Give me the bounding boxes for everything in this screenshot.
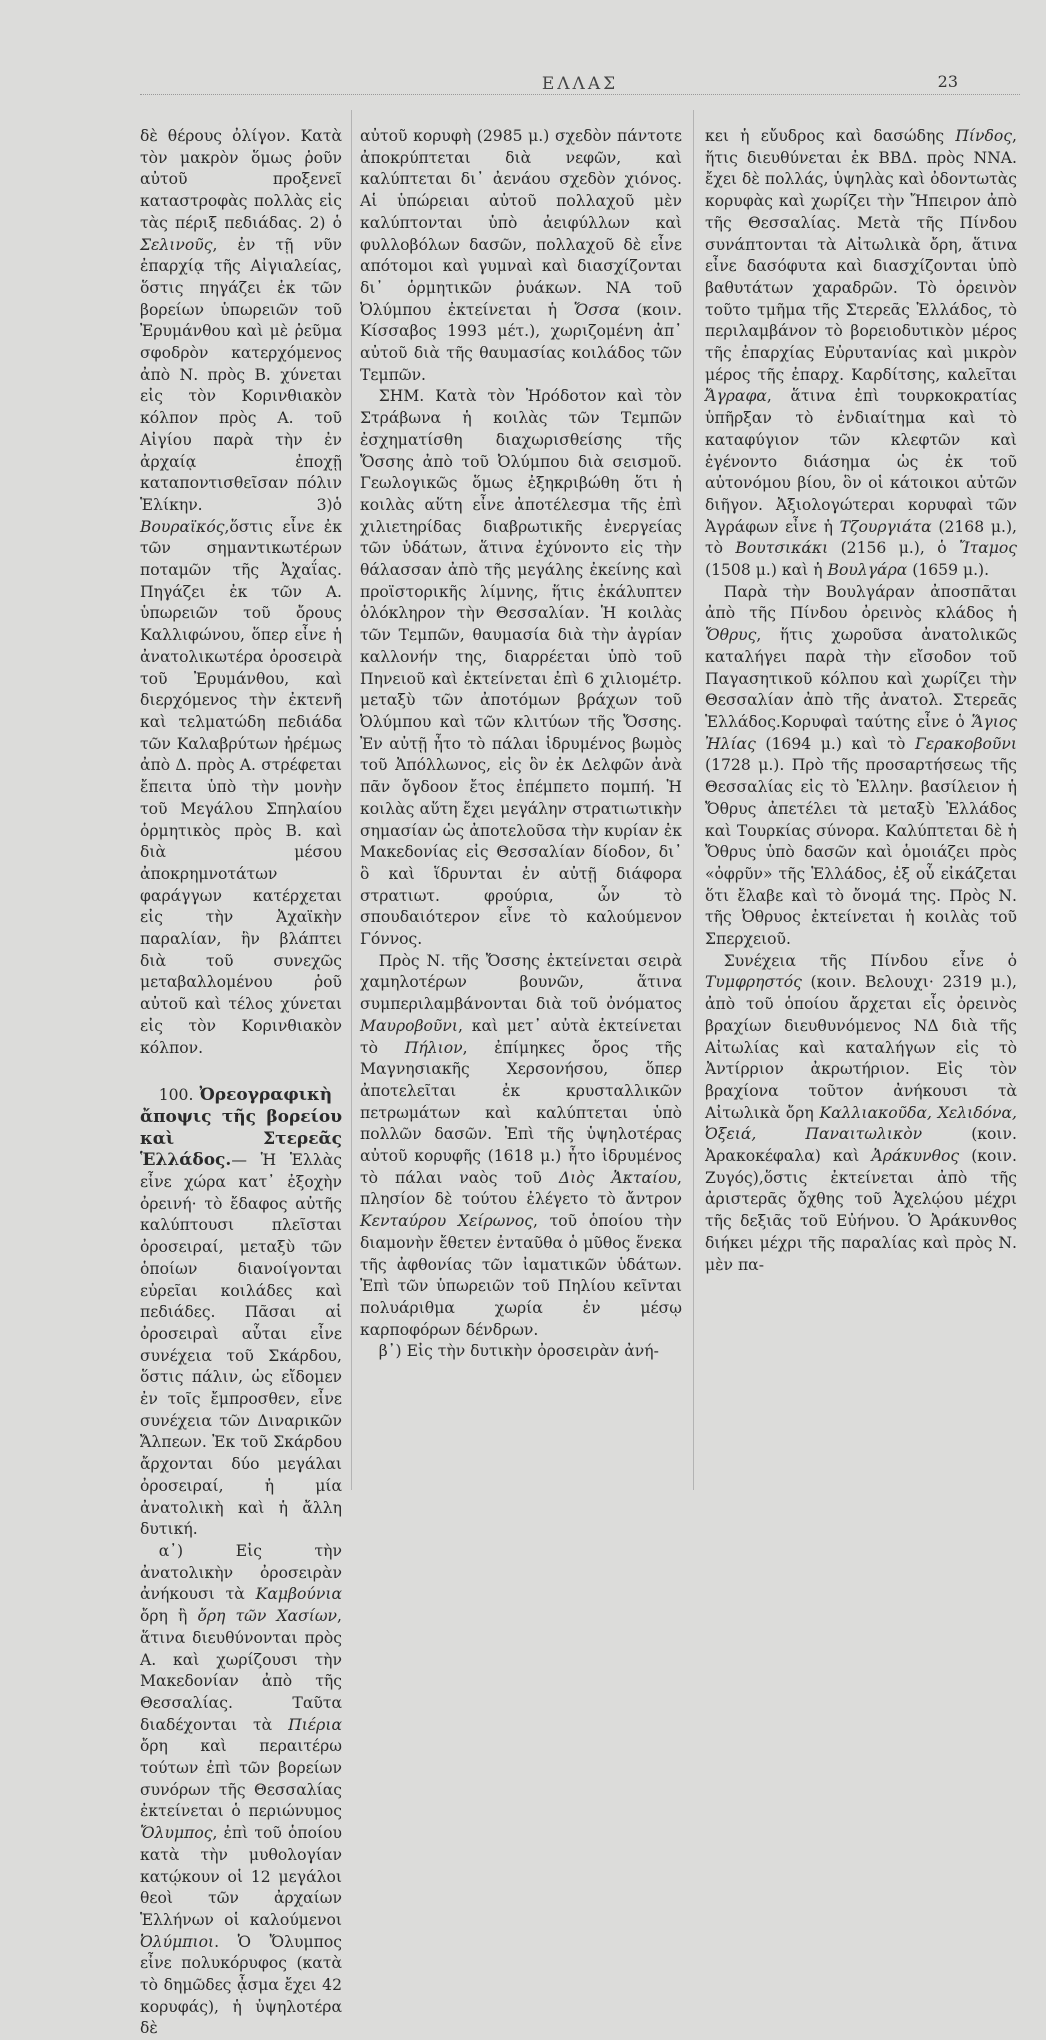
text-column-3 xyxy=(705,126,1017,1486)
paragraph xyxy=(705,951,1017,1277)
column-rule xyxy=(693,110,694,1490)
italic-term: Βουλγάρα xyxy=(827,561,908,580)
paragraph xyxy=(140,1085,342,1541)
text-run: ,ὅστις εἶνε ἐκ τῶν σημαντικωτέρων ποταμῶν τῆς Ἀχαΐας. Πηγάζει ἐκ τῶν Α. ὑπωρειῶν τοῦ ὄρους Καλλιφώνου, ὅπερ εἶνε ἡ ἀνατολικωτέρα ὀροσειρὰ τοῦ Ἐρυμάνθου, καὶ διερχόμενος τὴν ἐκτενῆ καὶ τελματώδη πεδιάδα τῶν Καλαβρύτων ἠρέμως ἀπὸ Δ. πρὸς Α. στρέφεται ἔπειτα ὑπὸ τὴν μονὴν τοῦ Μεγάλου Σπηλαίου ὁρμητικὸς πρὸς Β. καὶ διὰ μέσου ἀποκρημνοτάτων φαράγγων κατέρχεται εἰς τὴν Ἀχαϊκὴν παραλίαν, ἣν βλάπτει διὰ τοῦ συνεχῶς μεταβαλλομένου ῥοῦ αὐτοῦ καὶ τέλος χύνεται εἰς τὸν Κορινθιακὸν κόλπον. xyxy=(140,517,342,1057)
page-header xyxy=(140,70,1020,100)
section-heading: Ὀρεογραφικὴ ἄποψις τῆς βορείου καὶ Στερεᾶς Ἑλλάδος. xyxy=(140,1085,342,1171)
text-column-2 xyxy=(360,126,682,1486)
italic-term: Πιέρια xyxy=(288,1715,342,1734)
text-run: (1508 μ.) καὶ ἡ xyxy=(705,561,828,580)
italic-term: Πίνδος xyxy=(955,127,1013,145)
italic-term: Καλλιακοῦδα, Χελιδόνα, Ὀξειά, Παναιτωλικὸν xyxy=(705,1103,1017,1144)
italic-term: Ὀλύμπιοι xyxy=(140,1932,215,1951)
text-run: Παρὰ τὴν Βουλγάραν ἀποσπᾶται ἀπὸ τῆς Πίνδου ὀρεινὸς κλάδος ἡ xyxy=(705,582,1017,623)
text-run: β᾽) Εἰς τὴν δυτικὴν ὀροσειρὰν ἀνή- xyxy=(378,1342,659,1361)
text-run: , ἥτις διευθύνεται ἐκ ΒΒΔ. πρὸς ΝΝΑ. ἔχει δὲ πολλάς, ὑψηλὰς καὶ ὀδοντωτὰς κορυφὰς καὶ χωρίζει τὴν Ἤπειρον ἀπὸ τῆς Θεσσαλίας. Μετὰ τῆς Πίνδου συνάπτονται τὰ Αἰτωλικὰ ὄρη, ἅτινα εἶνε δασόφυτα καὶ διασχίζονται ὑπὸ βαθυτάτων χαραδρῶν. Τὸ ὀρεινὸν τοῦτο τμῆμα τῆς Στερεᾶς Ἑλλάδος, τὸ περιλαμβάνον τὸ βορειοδυτικὸν μέρος τῆς ἐπαρχίας Εὐρυτανίας καὶ μικρὸν μέρος τῆς ἐπαρχ. Καρδίτσης, καλεῖται xyxy=(705,127,1017,384)
italic-term: Ἀράκυνθος xyxy=(871,1147,960,1166)
italic-term: Καμβούνια xyxy=(255,1585,342,1604)
text-run: , ἐπὶ τοῦ ὁποίου κατὰ τὴν μυθολογίαν κατῴκουν οἱ 12 μεγάλοι θεοὶ τῶν ἀρχαίων Ἑλλήνων οἱ καλούμενοι xyxy=(140,1824,342,1929)
page-number: 23 xyxy=(937,72,958,91)
italic-term: ὄρη τῶν Χασίων xyxy=(197,1607,338,1626)
paragraph xyxy=(705,126,1017,582)
paragraph xyxy=(140,1541,342,2040)
text-run: αὐτοῦ κορυφὴ (2985 μ.) σχεδὸν πάντοτε ἀποκρύπτεται διὰ νεφῶν, καὶ καλύπτεται δι᾽ ἀενάου σχεδὸν χιόνος. Αἱ ὑπώρειαι αὐτοῦ πολλαχοῦ μὲν καλύπτονται ὑπὸ ἀειφύλλων καὶ φυλλοβόλων δασῶν, πολλαχοῦ δὲ εἶνε απότομοι καὶ γυμναὶ καὶ διασχίζονται δι᾽ ὁρμητικῶν ῥυάκων. ΝΑ τοῦ Ὀλύμπου ἐκτείνεται ἡ xyxy=(360,127,682,319)
italic-term: Μαυροβοῦνι xyxy=(360,1016,459,1035)
text-run: Πρὸς Ν. τῆς Ὄσσης ἐκτείνεται σειρὰ χαμηλοτέρων βουνῶν, ἅτινα συμπεριλαμβάνονται διὰ τοῦ ὀνόματος xyxy=(360,951,682,1014)
paragraph xyxy=(360,386,682,950)
text-run: (κοιν. Κίσσαβος 1993 μέτ.), χωριζομένη ἀπ᾽ αὐτοῦ διὰ τῆς θαυμασίας κοιλάδος τῶν Τεμπῶν. xyxy=(360,300,682,384)
text-run: κει ἡ εὔυδρος καὶ δασώδης xyxy=(705,127,956,145)
text-run: (1659 μ.). xyxy=(907,561,990,580)
text-run: , ἐπίμηκες ὄρος τῆς Μαγνησιακῆς Χερσονήσου, ὅπερ ἀποτελεῖται ἐκ κρυσταλλικῶν πετρωμάτων καὶ καλύπτεται ὑπὸ πολλῶν δασῶν. Ἐπὶ τῆς ὑψηλοτέρας αὐτοῦ κορυφῆς (1618 μ.) ἦτο ἱδρυμένος τὸ πάλαι ναὸς τοῦ xyxy=(360,1038,682,1187)
text-run: Συνέχεια τῆς Πίνδου εἶνε ὁ xyxy=(723,951,1017,970)
italic-term: Ἄγραφα xyxy=(705,387,767,406)
paragraph xyxy=(705,582,1017,951)
text-run: (κοιν. Βελουχι· 2319 μ.), ἀπὸ τοῦ ὁποίου ἄρχεται εἷς ὀρεινὸς βραχίων διευθυνόμενος ΝΔ διὰ τῆς Αἰτωλίας καὶ καταλήγων εἰς τὸ Ἀντίρριον ἀκρωτήριον. Εἰς τὸν βραχίονα τοῦτον ἀνήκουσι τὰ Αἰτωλικὰ ὄρη xyxy=(705,973,1017,1122)
italic-term: Γερακοβοῦνι xyxy=(915,734,1017,753)
text-run: α᾽) Εἰς τὴν ἀνατολικὴν ὀροσειρὰν ἀνήκουσι τὰ xyxy=(140,1542,342,1604)
italic-term: Βουτσικάκι xyxy=(735,539,829,558)
text-run: , πλησίον δὲ τούτου ἐλέγετο τὸ ἄντρον xyxy=(360,1168,682,1209)
text-run: (2168 μ.), τὸ xyxy=(705,517,1017,558)
text-run: (1694 μ.) καὶ τὸ xyxy=(755,734,916,753)
italic-term: Πήλιον xyxy=(404,1038,463,1057)
text-run: δὲ θέρους ὀλίγον. Κατὰ τὸν μακρὸν ὅμως ῥοῦν αὐτοῦ προξενεῖ καταστροφὰς πολλὰς εἰς τὰς πέριξ πεδιάδας. 2) ὁ xyxy=(140,127,342,232)
text-run: (1728 μ.). Πρὸ τῆς προσαρτήσεως τῆς Θεσσαλίας εἰς τὸ Ἑλλην. βασίλειον ἡ Ὄθρυς ἀπετέλει τὰ μεταξὺ Ἑλλάδος καὶ Τουρκίας σύνορα. Καλύπτεται δὲ ἡ Ὄθρυς ὑπὸ δασῶν καὶ ὁμοιάζει πρὸς «ὀφρῦν» τῆς Ἑλλάδος, ἐξ οὗ εἰκάζεται ὅτι ἔλαβε καὶ τὸ ὄνομά της. Πρὸς Ν. τῆς Ὀθρυος ἐκτείνεται ἡ κοιλὰς τοῦ Σπερχειοῦ. xyxy=(705,756,1017,949)
paragraph xyxy=(140,126,342,1059)
text-run: , καὶ μετ᾽ αὐτὰ ἐκτείνεται τὸ xyxy=(360,1016,682,1057)
text-run: ὄρη καὶ περαιτέρω τούτων ἐπὶ τῶν βορείων συνόρων τῆς Θεσσαλίας ἐκτείνεται ὁ περιώνυμος xyxy=(140,1737,342,1821)
italic-term: Διὸς Ἀκταίου xyxy=(558,1168,678,1187)
text-run: . Ὁ Ὄλυμπος εἶνε πολυκόρυφος (κατὰ τὸ δημῶδες ᾆσμα ἔχει 42 κορυφάς), ἡ ὑψηλοτέρα δὲ xyxy=(140,1932,342,2038)
text-run: , ἥτις χωροῦσα ἀνατολικῶς καταλήγει παρὰ τὴν εἴσοδον τοῦ Παγασητικοῦ κόλπου καὶ χωρίζει τὴν Θεσσαλίαν ἀπὸ τῆς ἀνατολ. Στερεᾶς Ἑλλάδος.Κορυφαὶ ταύτης εἶνε ὁ xyxy=(705,626,1017,731)
italic-term: Σελινοῦς xyxy=(140,235,213,254)
text-run: — Ἡ Ἑλλὰς εἶνε χώρα κατ᾽ ἐξοχὴν ὀρεινή· τὸ ἔδαφος αὐτῆς καλύπτουσι πλεῖσται ὀροσειραί, μεταξὺ τῶν ὁποίων διανοίγονται εὐρεῖαι κοιλάδες καὶ πεδιάδες. Πᾶσαι αἱ ὀροσειραὶ αὗται εἶνε συνέχεια τοῦ Σκάρδου, ὅστις πάλιν, ὡς εἴδομεν ἐν τοῖς ἔμπροσθεν, εἶνε συνέχεια τῶν Διναρικῶν Ἄλπεων. Ἐκ τοῦ Σκάρδου ἄρχονται δύο μεγάλαι ὀροσειραί, ἡ μία ἀνατολικὴ καὶ ἡ ἄλλη δυτική. xyxy=(140,1151,342,1539)
text-run: , ἐν τῇ νῦν ἐπαρχίᾳ τῆς Αἰγιαλείας, ὅστις πηγάζει ἐκ τῶν βορείων ὑπωρειῶν τοῦ Ἐρυμάνθου καὶ μὲ ῥεῦμα σφοδρὸν κατερχόμενος ἀπὸ Ν. πρὸς Β. χύνεται εἰς τὸν Κορινθιακὸν κόλπον πρὸς Α. τοῦ Αἰγίου παρὰ τὴν ἐν ἀρχαίᾳ ἐποχῇ καταποντισθεῖσαν πόλιν Ἑλίκην. 3)ὁ xyxy=(140,235,342,514)
italic-term: Κενταύρου Χείρωνος xyxy=(360,1212,533,1231)
italic-term: Ὄλυμπος xyxy=(140,1824,213,1843)
paragraph xyxy=(360,1341,682,1363)
text-run: ΣΗΜ. Κατὰ τὸν Ἡρόδοτον καὶ τὸν Στράβωνα ἡ κοιλὰς τῶν Τεμπῶν ἐσχηματίσθη διαχωρισθείσης τῆς Ὄσσης ἀπὸ τοῦ Ὀλύμπου διὰ σεισμοῦ. Γεωλογικῶς ὅμως ἐξηκριβώθη ὅτι ἡ κοιλὰς αὕτη εἶνε ἀποτέλεσμα τῆς ἐπὶ χιλιετηρίδας διαβρωτικῆς ἐνεργείας τῶν ὑδάτων, ἅτινα ἐχύνοντο εἰς τὴν θάλασσαν ἀπὸ τῆς μεγάλης ἐκείνης καὶ προϊστορικῆς λίμνης, ἥτις ἐκάλυπτεν ὁλόκληρον τὴν Θεσσαλίαν. Ἡ κοιλὰς τῶν Τεμπῶν, θαυμασία διὰ τὴν ἀγρίαν καλλονήν της, διαρρέεται ὑπὸ τοῦ Πηνειοῦ καὶ ἐκτείνεται ἐπὶ 6 χιλιομέτρ. μεταξὺ τῶν ἀποτόμων βράχων τοῦ Ὀλύμπου καὶ τῶν κλιτύων τῆς Ὄσσης. Ἐν αὐτῇ ἦτο τὸ πάλαι ἱδρυμένος βωμὸς τοῦ Ἀπόλλωνος, εἰς ὃν ἐκ Δελφῶν ἀνὰ πᾶν ὄγδοον ἔτος ἐπέμπετο πομπή. Ἡ κοιλὰς αὕτη ἔχει μεγάλην στρατιωτικὴν σημασίαν ὡς ἀποτελοῦσα τὴν κυρίαν ἐκ Μακεδονίας εἰς Θεσσαλίαν δίοδον, δι᾽ ὃ καὶ ἵδρυνται ἐν αὐτῇ διάφορα στρατιωτ. φρούρια, ὧν τὸ σπουδαιότερον εἶνε τὸ καλούμενον Γόννος. xyxy=(360,387,682,949)
italic-term: Τυμφρηστός xyxy=(705,973,802,992)
text-run: ὄρη ἢ xyxy=(140,1607,198,1626)
section-number: 100. xyxy=(158,1086,194,1105)
text-run: , ἅτινα διευθύνονται πρὸς Α. καὶ χωρίζουσι τὴν Μακεδονίαν ἀπὸ τῆς Θεσσαλίας. Ταῦτα διαδέχονται τὰ xyxy=(140,1607,342,1734)
running-head: ΕΛΛΑΣ xyxy=(541,74,619,94)
italic-term: Ἅγιος Ἠλίας xyxy=(705,712,1017,753)
text-run: , τοῦ ὁποίου τὴν διαμονὴν ἔθετεν ἐνταῦθα ὁ μῦθος ἕνεκα τῆς ἀφθονίας τῶν ἰαματικῶν ὑδάτων. Ἐπὶ τῶν ὑπωρειῶν τοῦ Πηλίου κεῖνται πολυάριθμα χωρία ἐν μέσῳ καρποφόρων δένδρων. xyxy=(360,1212,682,1339)
text-run: , ἅτινα ἐπὶ τουρκοκρατίας ὑπῆρξαν τὸ ἐνδιαίτημα καὶ τὸ καταφύγιον τῶν κλεφτῶν καὶ ἐγένοντο διάσημα ὡς ἐκ τοῦ αὐτονόμου βίου, ὃν οἱ κάτοικοι αὐτῶν διῆγον. Ἀξιολογώτεραι κορυφαὶ τῶν Ἀγράφων εἶνε ἡ xyxy=(705,387,1017,536)
header-rule xyxy=(140,94,1020,95)
italic-term: Βουραϊκός xyxy=(140,517,225,536)
text-column-1 xyxy=(140,126,342,2038)
paragraph xyxy=(360,126,682,386)
italic-term: Ὄσσα xyxy=(573,300,620,319)
text-run: (κοιν. Ἀρακοκέφαλα) καὶ xyxy=(705,1125,1017,1166)
paragraph xyxy=(360,951,682,1342)
text-run: (κοιν. Ζυγός),ὅστις ἐκτείνεται ἀπὸ τῆς ἀριστερᾶς ὄχθης τοῦ Ἀχελῴου μέχρι τῆς δεξιᾶς τοῦ Εὐήνου. Ὁ Ἀράκυνθος διήκει μέχρι τῆς παραλίας καὶ πρὸς Ν. μὲν πα- xyxy=(705,1147,1017,1274)
italic-term: Τζουργιάτα xyxy=(839,517,932,536)
column-rule xyxy=(351,110,352,1490)
text-run: (2156 μ.), ὁ xyxy=(828,539,959,558)
italic-term: Ὄθρυς xyxy=(705,626,757,645)
italic-term: Ἴταμος xyxy=(958,539,1017,558)
